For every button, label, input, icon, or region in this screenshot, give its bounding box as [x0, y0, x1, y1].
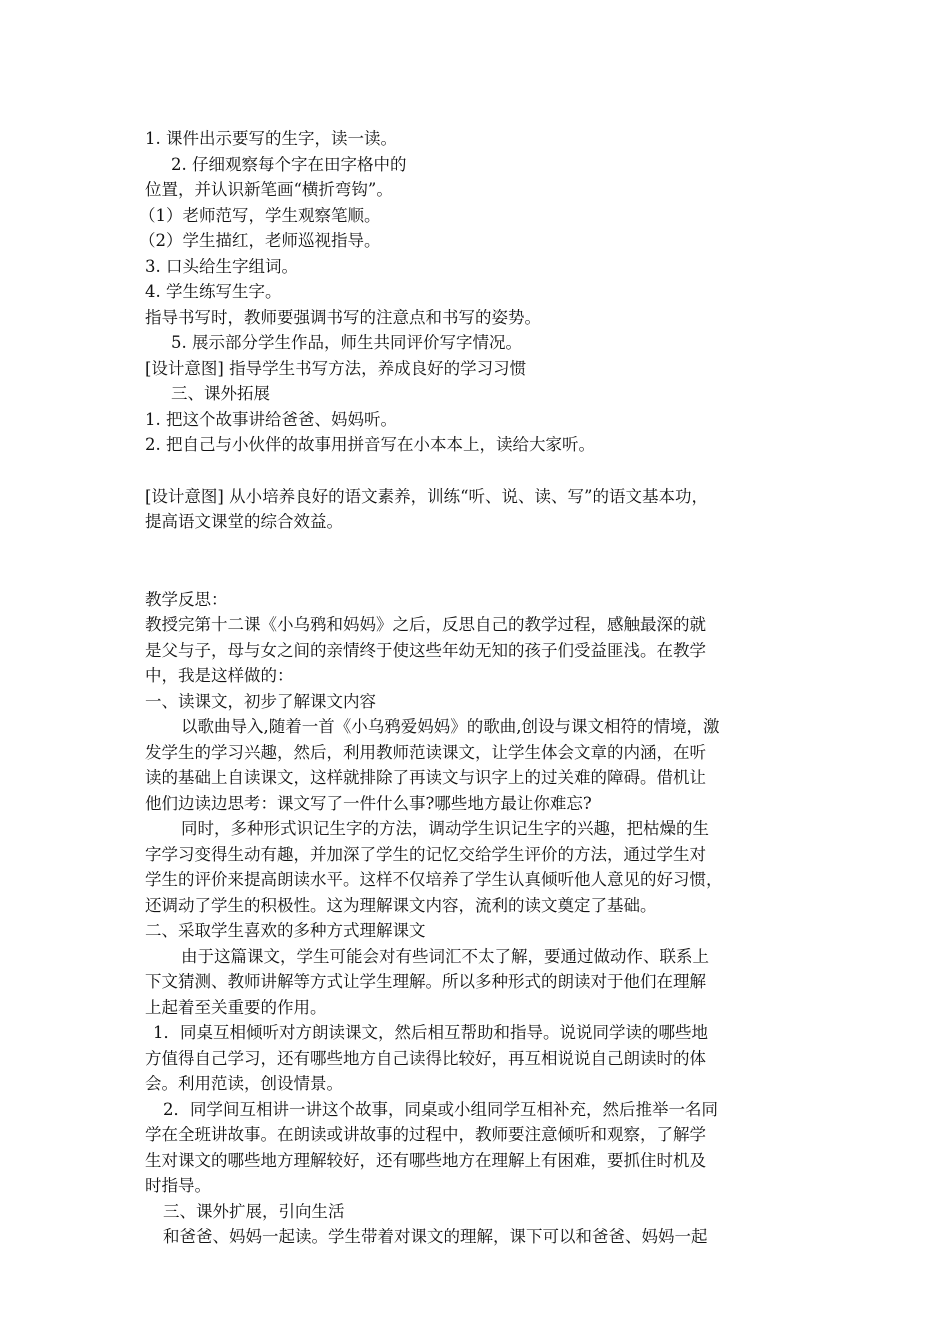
step-5-showcase-work: 5. 展示部分学生作品，师生共同评价写字情况。 — [171, 333, 522, 352]
document-page — [139, 126, 825, 1250]
reflection-paragraph-1-line-3: 读的基础上自读课文，这样就排除了再读文与识字上的过关难的障碍。借机让 — [145, 768, 706, 787]
section-heading-extension: 三、课外拓展 — [171, 384, 270, 403]
step-3-word-building: 3. 口头给生字组词。 — [145, 256, 298, 276]
reflection-paragraph-1-line-2: 发学生的学习兴趣，然后，利用教师范读课文，让学生体会文章的内涵，在听 — [145, 742, 706, 762]
reflection-paragraph-3-line-1: 由于这篇课文，学生可能会对有些词汇不太了解，要通过做动作、联系上 — [181, 946, 709, 966]
reflection-point-1-line-2: 方值得自己学习，还有哪些地方自己读得比较好，再互相说说自己朗读时的体 — [145, 1048, 706, 1068]
extension-item-2: 2. 把自己与小伙伴的故事用拼音写在小本本上，读给大家听。 — [145, 435, 595, 454]
reflection-point-1-line-1: 1．同桌互相倾听对方朗读课文，然后相互帮助和指导。说说同学读的哪些地 — [153, 1023, 708, 1042]
design-intent-literacy-continued: 提高语文课堂的综合效益。 — [145, 512, 343, 531]
substep-teacher-demo: （1）老师范写，学生观察笔顺。 — [139, 205, 381, 225]
reflection-point-2-line-2: 学在全班讲故事。在朗读或讲故事的过程中，教师要注意倾听和观察，了解学 — [145, 1125, 706, 1144]
reflection-intro-line-1: 教授完第十二课《小乌鸦和妈妈》之后，反思自己的教学过程，感触最深的就 — [145, 615, 706, 634]
extension-item-1: 1. 把这个故事讲给爸爸、妈妈听。 — [145, 409, 397, 429]
reflection-paragraph-1-line-1: 以歌曲导入,随着一首《小乌鸦爱妈妈》的歌曲,创设与课文相符的情境，激 — [181, 717, 720, 736]
step-2-observe-grid: 2. 仔细观察每个字在田字格中的 — [171, 154, 407, 174]
reflection-paragraph-2-line-4: 还调动了学生的积极性。这为理解课文内容，流利的读文奠定了基础。 — [145, 895, 657, 915]
reflection-paragraph-2-line-3: 学生的评价来提高朗读水平。这样不仅培养了学生认真倾听他人意见的好习惯， — [145, 870, 723, 889]
step-2-continued: 位置，并认识新笔画“横折弯钩”。 — [145, 180, 393, 199]
reflection-paragraph-1-line-4: 他们边读边思考：课文写了一件什么事?哪些地方最让你难忘? — [145, 793, 592, 813]
reflection-paragraph-4-line-1: 和爸爸、妈妈一起读。学生带着对课文的理解，课下可以和爸爸、妈妈一起 — [163, 1227, 708, 1246]
reflection-paragraph-2-line-2: 字学习变得生动有趣，并加深了学生的记忆交给学生评价的方法，通过学生对 — [145, 844, 706, 864]
reflection-paragraph-3-line-3: 上起着至关重要的作用。 — [145, 997, 327, 1017]
reflection-point-2-line-4: 时指导。 — [145, 1176, 211, 1195]
reflection-heading: 教学反思： — [145, 589, 228, 609]
design-intent-writing: [设计意图] 指导学生书写方法，养成良好的学习习惯 — [145, 358, 527, 378]
substep-student-trace: （2）学生描红，老师巡视指导。 — [139, 231, 381, 250]
design-intent-literacy: [设计意图] 从小培养良好的语文素养，训练“听、说、读、写”的语文基本功， — [145, 486, 708, 506]
reflection-point-1-line-3: 会。利用范读，创设情景。 — [145, 1074, 343, 1093]
reflection-paragraph-3-line-2: 下文猜测、教师讲解等方式让学生理解。所以多种形式的朗读对于他们在理解 — [145, 972, 706, 991]
step-4-practice-writing: 4. 学生练写生字。 — [145, 282, 282, 301]
writing-guidance-note: 指导书写时，教师要强调书写的注意点和书写的姿势。 — [145, 307, 541, 327]
reflection-intro-line-3: 中，我是这样做的： — [145, 666, 294, 685]
reflection-section-1-heading: 一、读课文，初步了解课文内容 — [145, 691, 376, 711]
reflection-paragraph-2-line-1: 同时，多种形式识记生字的方法，调动学生识记生字的兴趣，把枯燥的生 — [181, 819, 709, 838]
reflection-point-2-line-1: 2．同学间互相讲一讲这个故事，同桌或小组同学互相补充，然后推举一名同 — [163, 1099, 718, 1119]
reflection-section-3-heading: 三、课外扩展，引向生活 — [163, 1201, 345, 1221]
step-1-show-characters: 1. 课件出示要写的生字，读一读。 — [145, 129, 397, 148]
reflection-point-2-line-3: 生对课文的哪些地方理解较好，还有哪些地方在理解上有困难，要抓住时机及 — [145, 1150, 706, 1170]
reflection-section-2-heading: 二、采取学生喜欢的多种方式理解课文 — [145, 921, 426, 940]
reflection-intro-line-2: 是父与子，母与女之间的亲情终于使这些年幼无知的孩子们受益匪浅。在教学 — [145, 640, 706, 660]
